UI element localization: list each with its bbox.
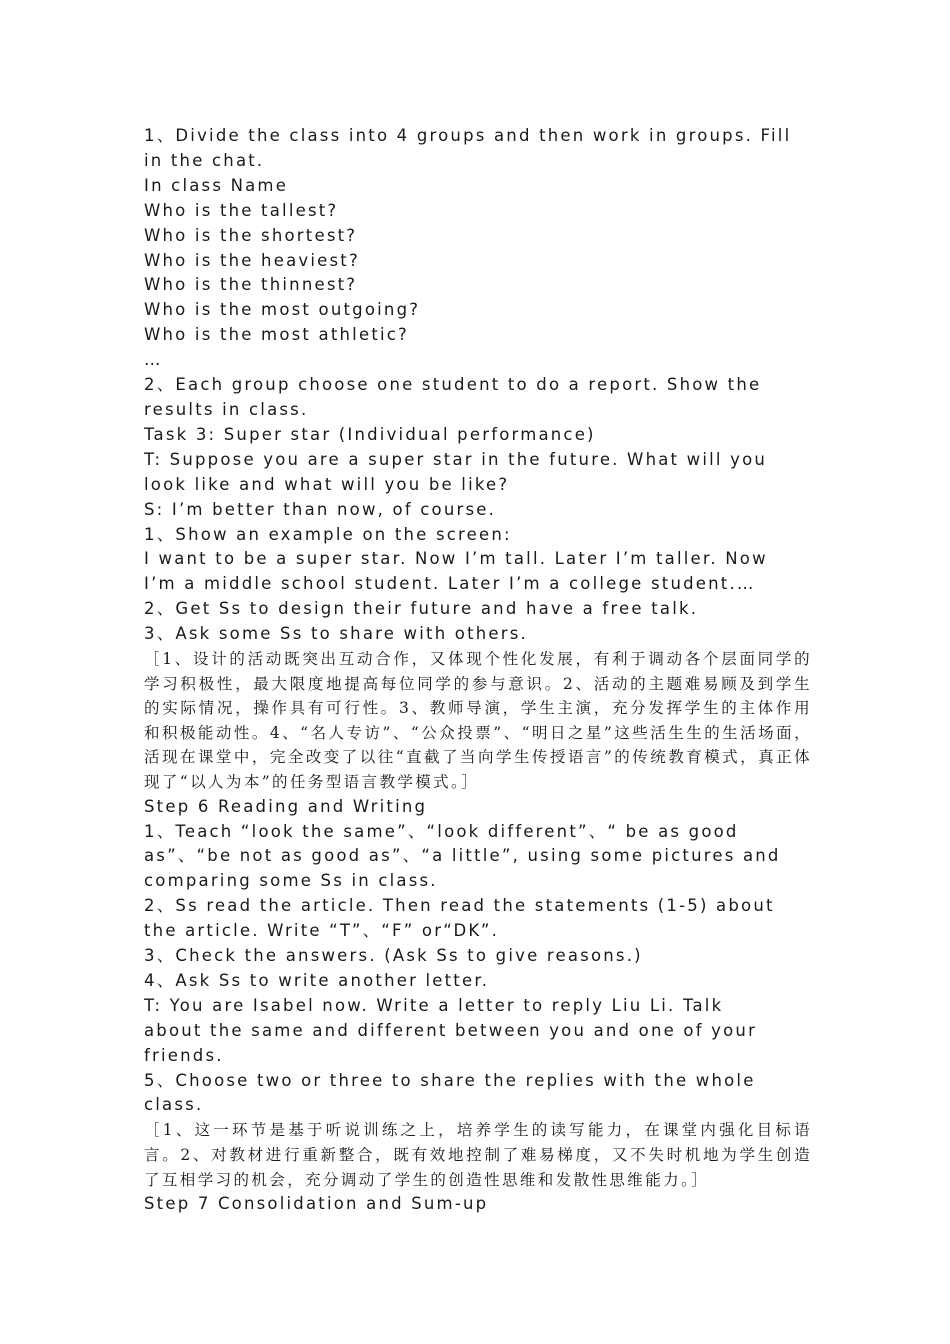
text-line: 2、Ss read the article. Then read the statements (1-5) about bbox=[144, 896, 775, 916]
text-line: class. bbox=[144, 1095, 204, 1115]
text-line: 2、Each group choose one student to do a report. Show the bbox=[144, 375, 762, 395]
text-line: in the chat. bbox=[144, 150, 265, 170]
text-line: 1、Show an example on the screen: bbox=[144, 524, 512, 544]
reading-writing-block bbox=[144, 795, 812, 1119]
text-line: I’m a middle school student. Later I’m a college student.… bbox=[144, 574, 756, 594]
text-line: In class Name bbox=[144, 175, 289, 195]
document-page bbox=[144, 124, 812, 1217]
text-line: T: Suppose you are a super star in the future. What will you bbox=[144, 449, 768, 469]
text-line: as”、“be not as good as”、“a little”, using some pictures and bbox=[144, 846, 781, 866]
task-heading: Task 3: Super star (Individual performance) bbox=[144, 424, 596, 444]
text-line: friends. bbox=[144, 1045, 224, 1065]
text-line: 5、Choose two or three to share the replies with the whole bbox=[144, 1070, 756, 1090]
text-line: about the same and different between you and one of your bbox=[144, 1020, 758, 1040]
text-line: 1、Divide the class into 4 groups and then work in groups. Fill bbox=[144, 126, 792, 145]
text-line: 4、Ask Ss to write another letter. bbox=[144, 970, 490, 990]
text-line: Who is the most outgoing? bbox=[144, 300, 421, 320]
text-line: look like and what will you be like? bbox=[144, 474, 510, 494]
task-list-block bbox=[144, 124, 812, 647]
text-line: I want to be a super star. Now I’m tall. Later I’m taller. Now bbox=[144, 549, 768, 569]
text-line: the article. Write “T”、“F” or“DK”. bbox=[144, 921, 500, 941]
text-line: … bbox=[144, 350, 163, 370]
teaching-note-2: ［1、这一环节是基于听说训练之上，培养学生的读写能力，在课堂内强化目标语言。2、对教材进行重新整合，既有效地控制了难易梯度，又不失时机地为学生创造了互相学习的机会，充分调动了学生的创造性思维和发散性思维能力。］ bbox=[144, 1121, 812, 1189]
text-line: comparing some Ss in class. bbox=[144, 871, 438, 891]
step-heading: Step 6 Reading and Writing bbox=[144, 796, 428, 816]
text-line: results in class. bbox=[144, 399, 309, 419]
text-line: Who is the most athletic? bbox=[144, 325, 409, 345]
text-line: Who is the heaviest? bbox=[144, 250, 360, 270]
text-line: 1、Teach “look the same”、“look different”、“ be as good bbox=[144, 821, 739, 841]
text-line: Who is the thinnest? bbox=[144, 275, 358, 295]
text-line: Who is the tallest? bbox=[144, 200, 339, 220]
text-line: 3、Check the answers. (Ask Ss to give reasons.) bbox=[144, 946, 643, 966]
text-line: S: I’m better than now, of course. bbox=[144, 499, 497, 519]
step-heading: Step 7 Consolidation and Sum-up bbox=[144, 1194, 489, 1214]
text-line: T: You are Isabel now. Write a letter to reply Liu Li. Talk bbox=[144, 995, 724, 1015]
teaching-note-1: ［1、设计的活动既突出互动合作，又体现个性化发展，有利于调动各个层面同学的学习积极性，最大限度地提高每位同学的参与意识。2、活动的主题难易顾及到学生的实际情况，操作具有可行性。3、教师导演，学生主演，充分发挥学生的主体作用和积极能动性。4、“名人专访”、“公众投票”、“明日之星”这些活生生的生活场面，活现在课堂中，完全改变了以往“直截了当向学生传授语言”的传统教育模式，真正体现了“以人为本”的任务型语言教学模式。］ bbox=[144, 650, 812, 791]
text-line: Who is the shortest? bbox=[144, 225, 358, 245]
text-line: 3、Ask some Ss to share with others. bbox=[144, 624, 528, 644]
text-line: 2、Get Ss to design their future and have a free talk. bbox=[144, 599, 699, 619]
consolidation-block bbox=[144, 1192, 812, 1217]
